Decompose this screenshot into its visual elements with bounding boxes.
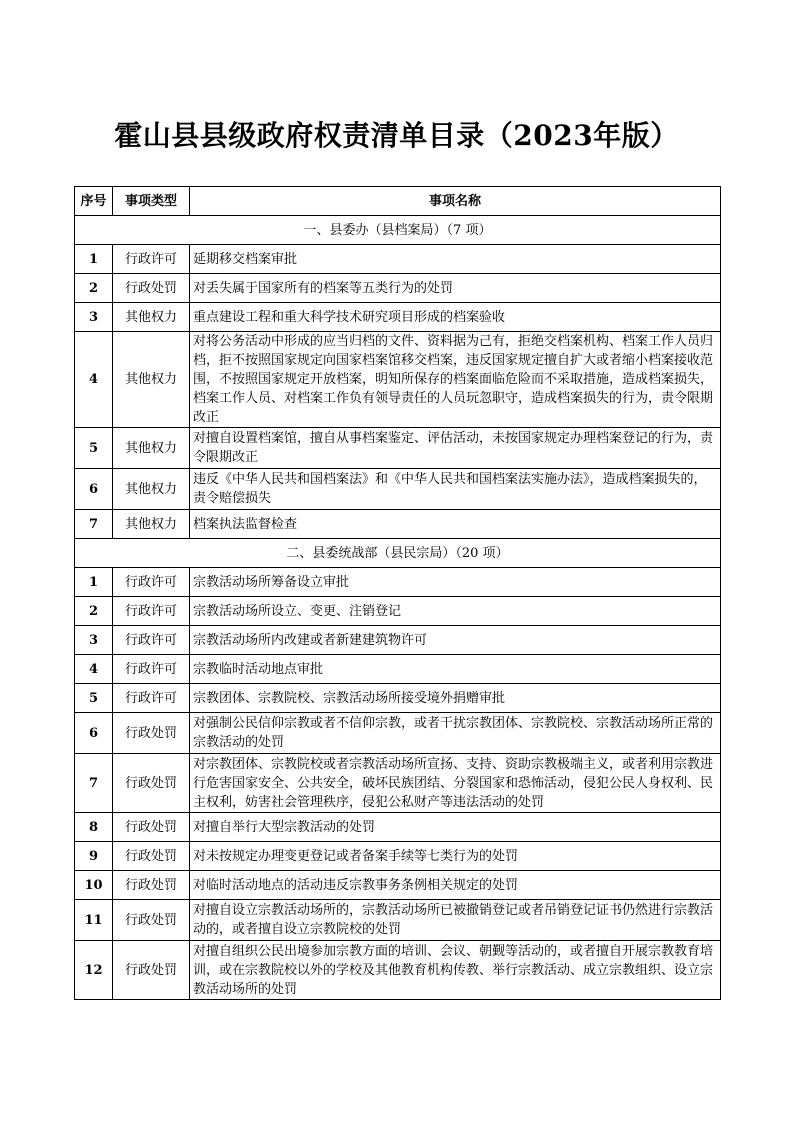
table-row [75,754,721,813]
table-row [75,842,721,871]
row-name: 档案执法监督检查 [190,510,721,539]
row-type: 行政处罚 [113,871,190,900]
row-type: 其他权力 [113,510,190,539]
row-no: 11 [75,900,113,941]
table-row [75,510,721,539]
row-type: 行政许可 [113,684,190,713]
table-row [75,469,721,510]
table-row [75,626,721,655]
table-row [75,428,721,469]
row-name: 对未按规定办理变更登记或者备案手续等七类行为的处罚 [190,842,721,871]
section-heading-row [75,216,721,245]
row-name: 对强制公民信仰宗教或者不信仰宗教，或者干扰宗教团体、宗教院校、宗教活动场所正常的宗教活动的处罚 [190,713,721,754]
row-name: 对将公务活动中形成的应当归档的文件、资料据为己有，拒绝交档案机构、档案工作人员归档，拒不按照国家规定向国家档案馆移交档案，违反国家规定擅自扩大或者缩小档案接收范围，不按照国家规定开放档案，明知所保存的档案面临危险而不采取措施，造成档案损失，档案工作人员、对档案工作负有领导责任的人员玩忽职守，造成档案损失的行为，责令限期改正 [190,332,721,428]
row-name: 对擅自组织公民出境参加宗教方面的培训、会议、朝觐等活动的，或者擅自开展宗教教育培训，或在宗教院校以外的学校及其他教育机构传教、举行宗教活动、成立宗教组织、设立宗教活动场所的处罚 [190,941,721,1000]
row-no: 6 [75,469,113,510]
row-name: 宗教活动场所设立、变更、注销登记 [190,597,721,626]
row-no: 4 [75,655,113,684]
row-name: 宗教团体、宗教院校、宗教活动场所接受境外捐赠审批 [190,684,721,713]
table-row [75,713,721,754]
row-type: 其他权力 [113,428,190,469]
row-type: 行政处罚 [113,754,190,813]
row-no: 4 [75,332,113,428]
table-row [75,900,721,941]
table-row [75,303,721,332]
row-no: 7 [75,754,113,813]
row-no: 9 [75,842,113,871]
section-heading: 一、县委办（县档案局）（7 项） [75,216,721,245]
row-type: 行政许可 [113,626,190,655]
row-no: 3 [75,303,113,332]
table-row [75,871,721,900]
table-header-row [75,187,721,216]
row-no: 1 [75,245,113,274]
table-row [75,941,721,1000]
header-name: 事项名称 [190,187,721,216]
row-name: 对宗教团体、宗教院校或者宗教活动场所宣扬、支持、资助宗教极端主义，或者利用宗教进行危害国家安全、公共安全，破坏民族团结、分裂国家和恐怖活动，侵犯公民人身权利、民主权利，妨害社会管理秩序，侵犯公私财产等违法活动的处罚 [190,754,721,813]
row-type: 行政许可 [113,245,190,274]
row-name: 对擅自设立宗教活动场所的，宗教活动场所已被撤销登记或者吊销登记证书仍然进行宗教活动的，或者擅自设立宗教院校的处罚 [190,900,721,941]
table-row [75,332,721,428]
row-type: 行政处罚 [113,941,190,1000]
row-no: 8 [75,813,113,842]
power-list-table [74,186,721,1000]
row-type: 行政许可 [113,655,190,684]
row-type: 行政处罚 [113,842,190,871]
row-no: 2 [75,597,113,626]
section-heading: 二、县委统战部（县民宗局）（20 项） [75,539,721,568]
row-name: 对擅自设置档案馆，擅自从事档案鉴定、评估活动，未按国家规定办理档案登记的行为，责令限期改正 [190,428,721,469]
row-no: 5 [75,428,113,469]
row-no: 2 [75,274,113,303]
row-name: 延期移交档案审批 [190,245,721,274]
row-type: 行政处罚 [113,713,190,754]
row-type: 行政处罚 [113,813,190,842]
row-name: 宗教临时活动地点审批 [190,655,721,684]
row-type: 其他权力 [113,469,190,510]
table-row [75,245,721,274]
table-row [75,655,721,684]
section-heading-row [75,539,721,568]
row-name: 宗教活动场所筹备设立审批 [190,568,721,597]
row-name: 违反《中华人民共和国档案法》和《中华人民共和国档案法实施办法》，造成档案损失的，责令赔偿损失 [190,469,721,510]
header-type: 事项类型 [113,187,190,216]
row-type: 行政许可 [113,568,190,597]
row-no: 7 [75,510,113,539]
row-type: 行政处罚 [113,900,190,941]
row-type: 行政处罚 [113,274,190,303]
row-no: 6 [75,713,113,754]
row-no: 3 [75,626,113,655]
row-name: 宗教活动场所内改建或者新建建筑物许可 [190,626,721,655]
row-type: 其他权力 [113,332,190,428]
row-name: 对临时活动地点的活动违反宗教事务条例相关规定的处罚 [190,871,721,900]
row-no: 1 [75,568,113,597]
row-no: 12 [75,941,113,1000]
table-row [75,597,721,626]
row-name: 对擅自举行大型宗教活动的处罚 [190,813,721,842]
table-row [75,568,721,597]
row-no: 10 [75,871,113,900]
row-type: 行政许可 [113,597,190,626]
row-no: 5 [75,684,113,713]
table-row [75,684,721,713]
table-row [75,813,721,842]
header-no: 序号 [75,187,113,216]
row-type: 其他权力 [113,303,190,332]
page-title: 霍山县县级政府权责清单目录（2023年版） [114,119,679,152]
row-name: 重点建设工程和重大科学技术研究项目形成的档案验收 [190,303,721,332]
table-row [75,274,721,303]
row-name: 对丢失属于国家所有的档案等五类行为的处罚 [190,274,721,303]
